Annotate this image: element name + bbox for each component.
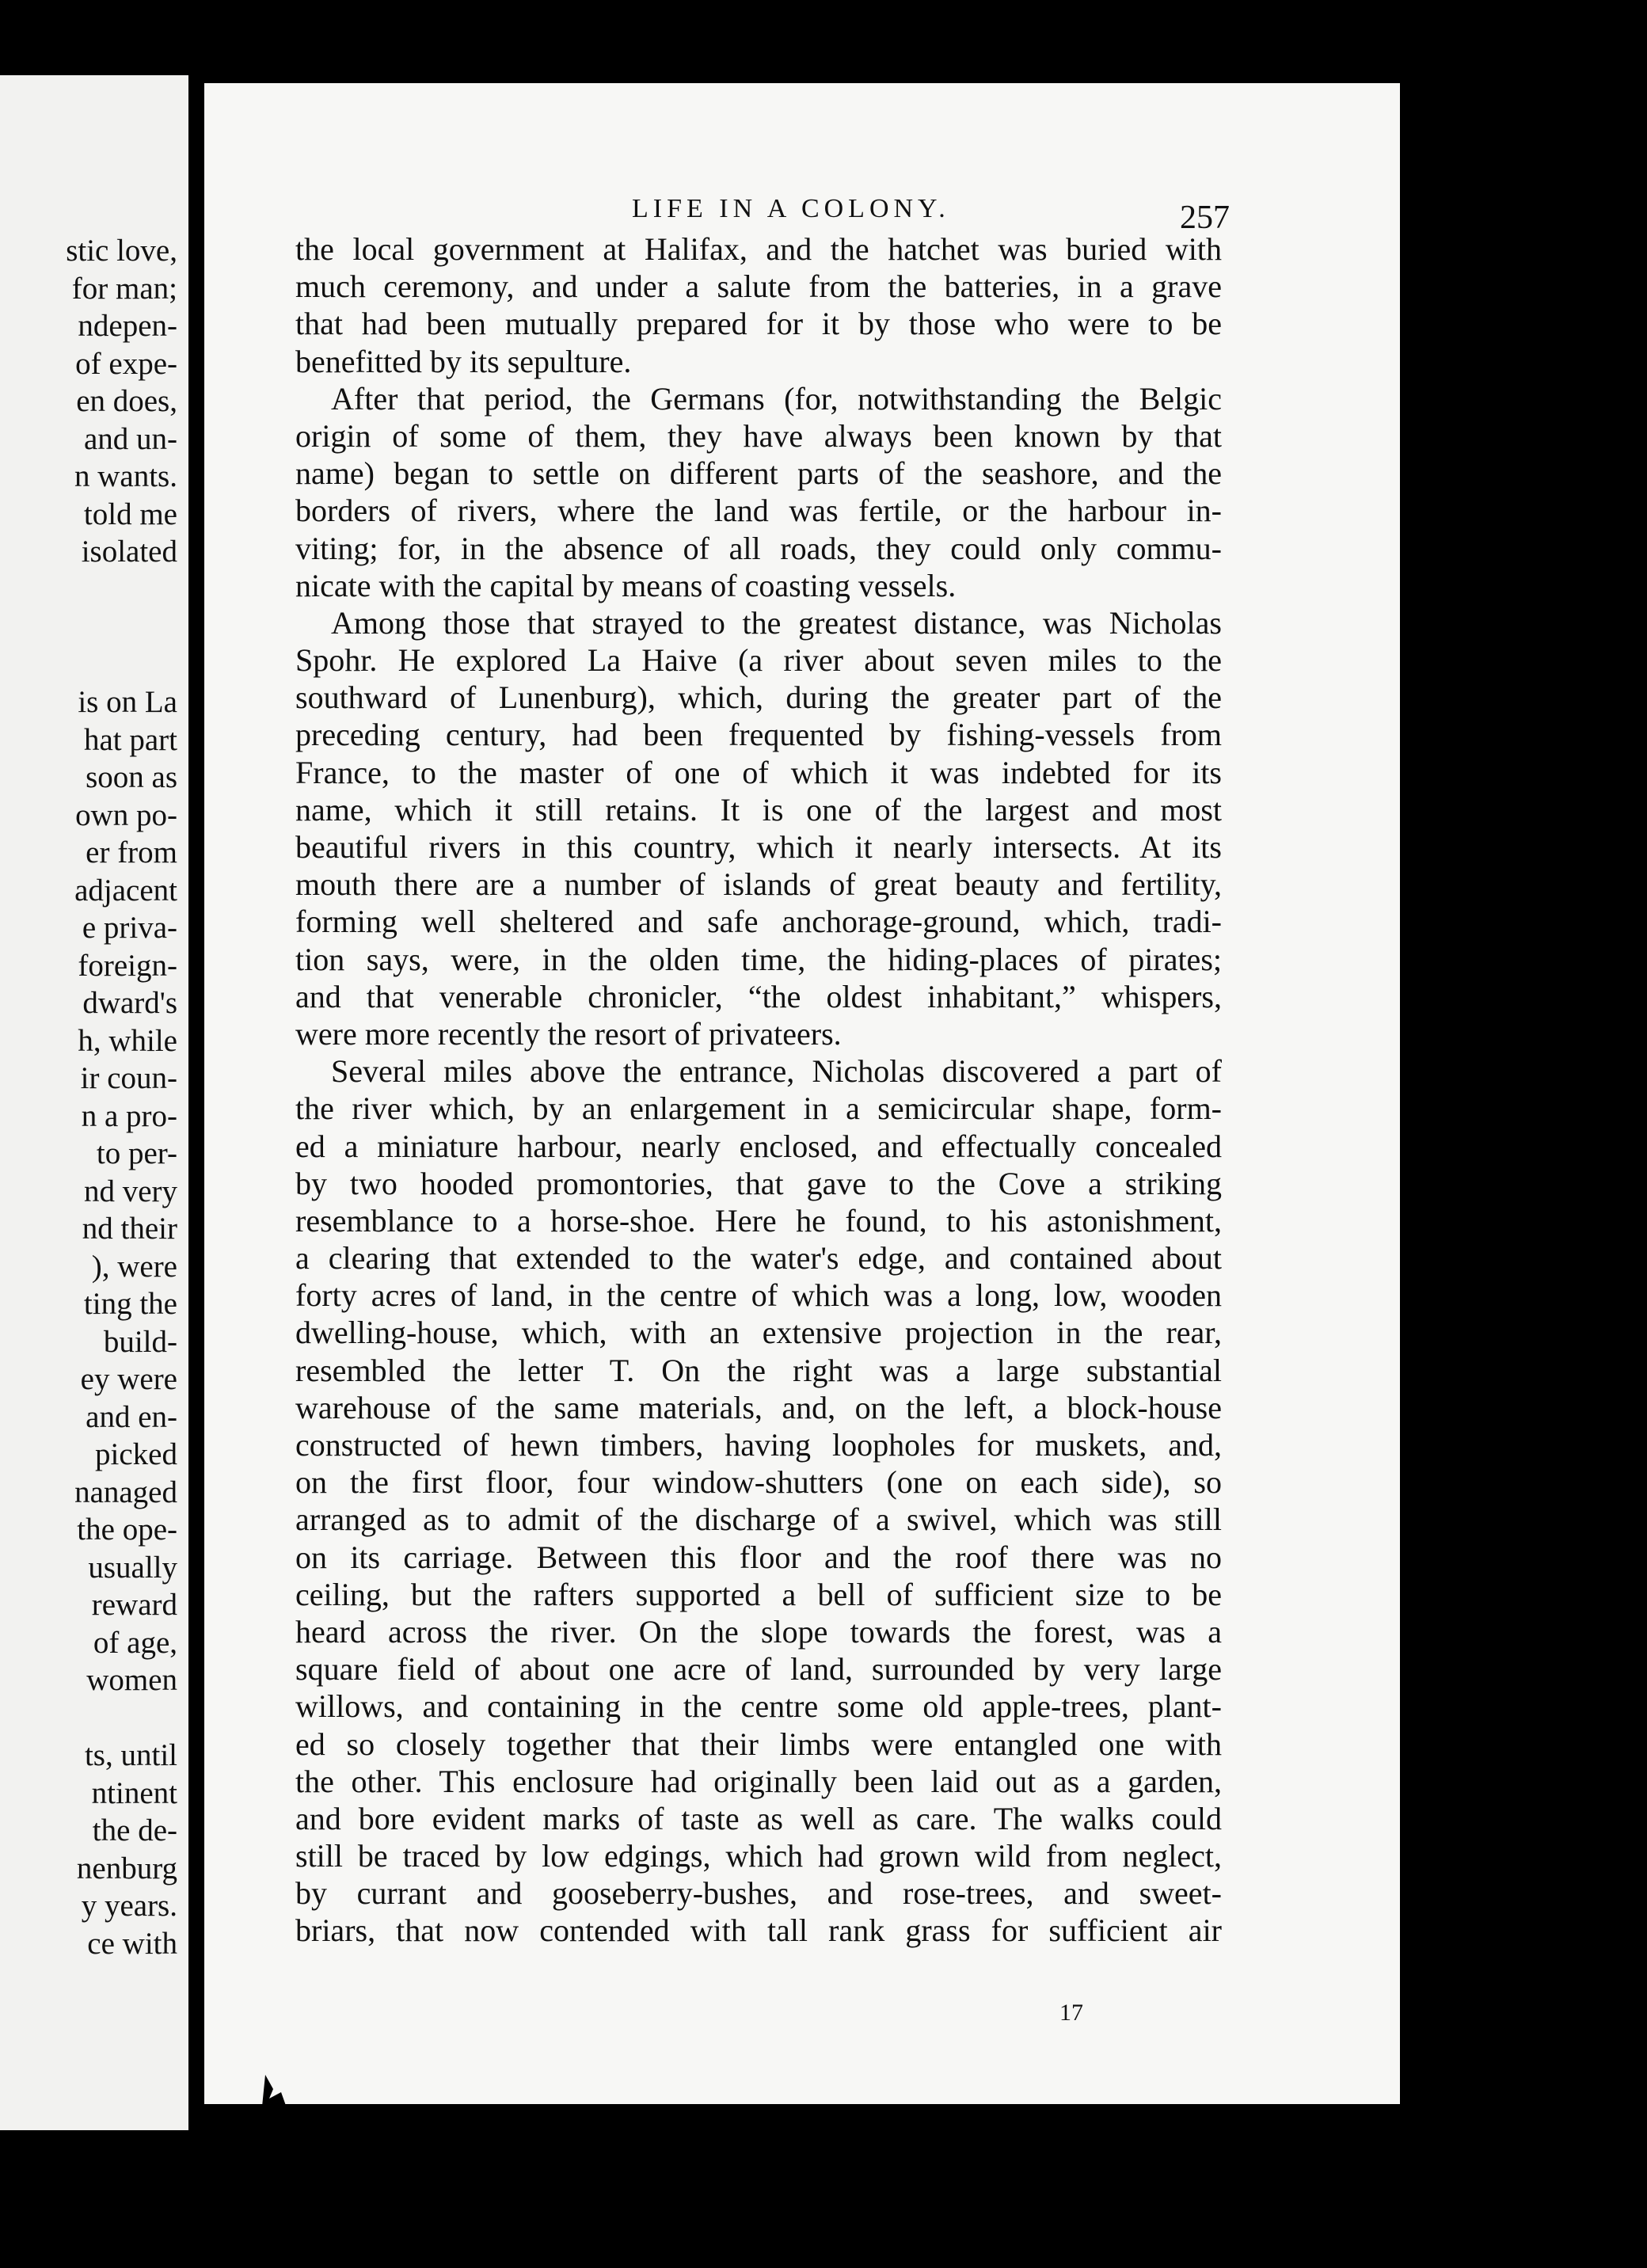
left-page-line: stic love, — [66, 234, 177, 268]
left-page-line: nanaged — [74, 1475, 177, 1509]
left-page-line: e priva- — [82, 911, 177, 945]
text-line: Several miles above the entrance, Nicholas discovered a part of — [331, 1053, 1222, 1090]
text-line: southward of Lunenburg), which, during the greater part of the — [295, 679, 1222, 716]
text-line: by two hooded promontories, that gave to the Cove a striking — [295, 1165, 1222, 1201]
body-text — [295, 230, 1222, 1950]
left-page-line: picked — [95, 1437, 177, 1471]
left-page-line: own po- — [75, 797, 177, 832]
text-line: and that venerable chronicler, “the oldest inhabitant,” whispers, — [295, 978, 1222, 1014]
text-line: much ceremony, and under a salute from the batteries, in a grave — [295, 268, 1222, 305]
text-line: on the first floor, four window-shutters (one on each side), so — [295, 1464, 1222, 1501]
text-line: benefitted by its sepulture. — [295, 343, 632, 379]
left-page-line: en does, — [76, 384, 177, 418]
text-line: resembled the letter T. On the right was a large substantial — [295, 1352, 1222, 1388]
text-line: mouth there are a number of islands of great beauty and fertility, — [295, 866, 1222, 903]
text-line: nicate with the capital by means of coasting vessels. — [295, 567, 957, 603]
signature-mark: 17 — [1059, 2000, 1083, 2026]
text-line: arranged as to admit of the discharge of a swivel, which was still — [295, 1501, 1222, 1538]
text-line: name, which it still retains. It is one of the largest and most — [295, 791, 1222, 828]
left-page-line: the ope- — [77, 1513, 177, 1547]
text-line: were more recently the resort of privateers. — [295, 1015, 842, 1052]
left-page-line: ), were — [91, 1249, 177, 1284]
text-line: forming well sheltered and safe anchorage-ground, which, tradi- — [295, 904, 1222, 940]
text-line: the local government at Halifax, and the hatchet was buried with — [295, 231, 1222, 267]
text-line: origin of some of them, they have always been known by that — [295, 417, 1222, 454]
text-line: borders of rivers, where the land was fertile, or the harbour in- — [295, 493, 1222, 529]
text-line: preceding century, had been frequented by fishing-vessels from — [295, 717, 1222, 753]
left-page-line: ce with — [87, 1926, 177, 1961]
text-line: tion says, were, in the olden time, the hiding-places of pirates; — [295, 941, 1222, 977]
left-facing-page — [0, 75, 188, 2130]
text-line: ed so closely together that their limbs were entangled one with — [295, 1726, 1222, 1762]
page-header — [204, 194, 1400, 234]
left-page-line: ndepen- — [78, 309, 177, 343]
left-page-line: dward's — [82, 986, 177, 1020]
left-page-line: adjacent — [74, 873, 177, 908]
text-line: dwelling-house, which, with an extensive projection in the rear, — [295, 1315, 1222, 1351]
text-line: the river which, by an enlargement in a semicircular shape, form- — [295, 1090, 1222, 1127]
text-line: and bore evident marks of taste as well as care. The walks could — [295, 1800, 1222, 1836]
left-page-line: and un- — [83, 421, 177, 456]
left-page-line: hat part — [83, 722, 177, 757]
text-line: name) began to settle on different parts of the seashore, and the — [295, 455, 1222, 492]
left-page-line: ting the — [83, 1287, 177, 1321]
left-page-line: er from — [86, 835, 177, 870]
text-line: resemblance to a horse-shoe. Here he found, to his astonishment, — [295, 1202, 1222, 1239]
text-line: willows, and containing in the centre some old apple-trees, plant- — [295, 1688, 1222, 1725]
left-page-line: ir coun- — [80, 1061, 177, 1095]
left-page-line: nd their — [82, 1212, 177, 1246]
left-page-line: foreign- — [78, 948, 177, 983]
text-line: After that period, the Germans (for, notwithstanding the Belgic — [331, 380, 1222, 417]
text-line: Spohr. He explored La Haive (a river about seven miles to the — [295, 642, 1222, 679]
text-line: warehouse of the same materials, and, on the left, a block-house — [295, 1389, 1222, 1425]
left-page-line: h, while — [78, 1023, 177, 1058]
text-line: by currant and gooseberry-bushes, and rose-trees, and sweet- — [295, 1875, 1222, 1912]
left-page-line: ntinent — [91, 1775, 177, 1810]
text-line: a clearing that extended to the water's edge, and contained about — [295, 1240, 1222, 1277]
text-line: briars, that now contended with tall rank grass for sufficient air — [295, 1912, 1222, 1949]
left-page-line: ts, until — [84, 1738, 177, 1772]
left-page-line: y years. — [81, 1889, 177, 1923]
page-damage-mark — [261, 2075, 293, 2114]
left-page-line: ey were — [80, 1362, 177, 1396]
text-line: square field of about one acre of land, surrounded by very large — [295, 1651, 1222, 1688]
text-line: Among those that strayed to the greatest distance, was Nicholas — [331, 604, 1222, 641]
left-page-line: women — [86, 1663, 177, 1697]
left-page-line: of expe- — [75, 346, 177, 381]
text-line: still be traced by low edgings, which had grown wild from neglect, — [295, 1838, 1222, 1874]
left-page-line: nd very — [83, 1174, 177, 1208]
left-page-line: for man; — [71, 271, 177, 306]
text-line: on its carriage. Between this floor and the roof there was no — [295, 1539, 1222, 1575]
text-line: the other. This enclosure had originally been laid out as a garden, — [295, 1763, 1222, 1799]
left-page-line: and en- — [86, 1399, 177, 1434]
text-line: that had been mutually prepared for it by those who were to be — [295, 306, 1222, 342]
left-page-line: reward — [91, 1588, 177, 1622]
left-page-line: to per- — [96, 1136, 177, 1170]
left-page-line: n wants. — [74, 459, 177, 493]
running-head: LIFE IN A COLONY. — [632, 194, 950, 223]
text-line: heard across the river. On the slope towards the forest, was a — [295, 1613, 1222, 1650]
text-line: forty acres of land, in the centre of which was a long, low, wooden — [295, 1277, 1222, 1314]
text-line: ceiling, but the rafters supported a bell of sufficient size to be — [295, 1576, 1222, 1612]
left-page-line: is on La — [78, 685, 177, 719]
text-line: beautiful rivers in this country, which it nearly intersects. At its — [295, 829, 1222, 865]
left-page-line: nenburg — [76, 1851, 177, 1886]
text-line: viting; for, in the absence of all roads, they could only commu- — [295, 530, 1222, 566]
left-page-line: the de- — [92, 1813, 177, 1848]
left-page-line: of age, — [93, 1625, 177, 1660]
left-page-line: isolated — [81, 535, 177, 569]
right-page — [204, 83, 1400, 2104]
text-line: constructed of hewn timbers, having loopholes for muskets, and, — [295, 1427, 1222, 1463]
text-line: ed a miniature harbour, nearly enclosed, and effectually concealed — [295, 1128, 1222, 1164]
left-page-line: n a pro- — [81, 1098, 177, 1133]
left-page-line: soon as — [86, 760, 177, 794]
text-line: France, to the master of one of which it was indebted for its — [295, 754, 1222, 790]
page-number: 257 — [1180, 200, 1230, 236]
left-page-line: usually — [88, 1550, 177, 1585]
left-page-line: build- — [103, 1324, 177, 1359]
left-page-line: told me — [83, 497, 177, 531]
